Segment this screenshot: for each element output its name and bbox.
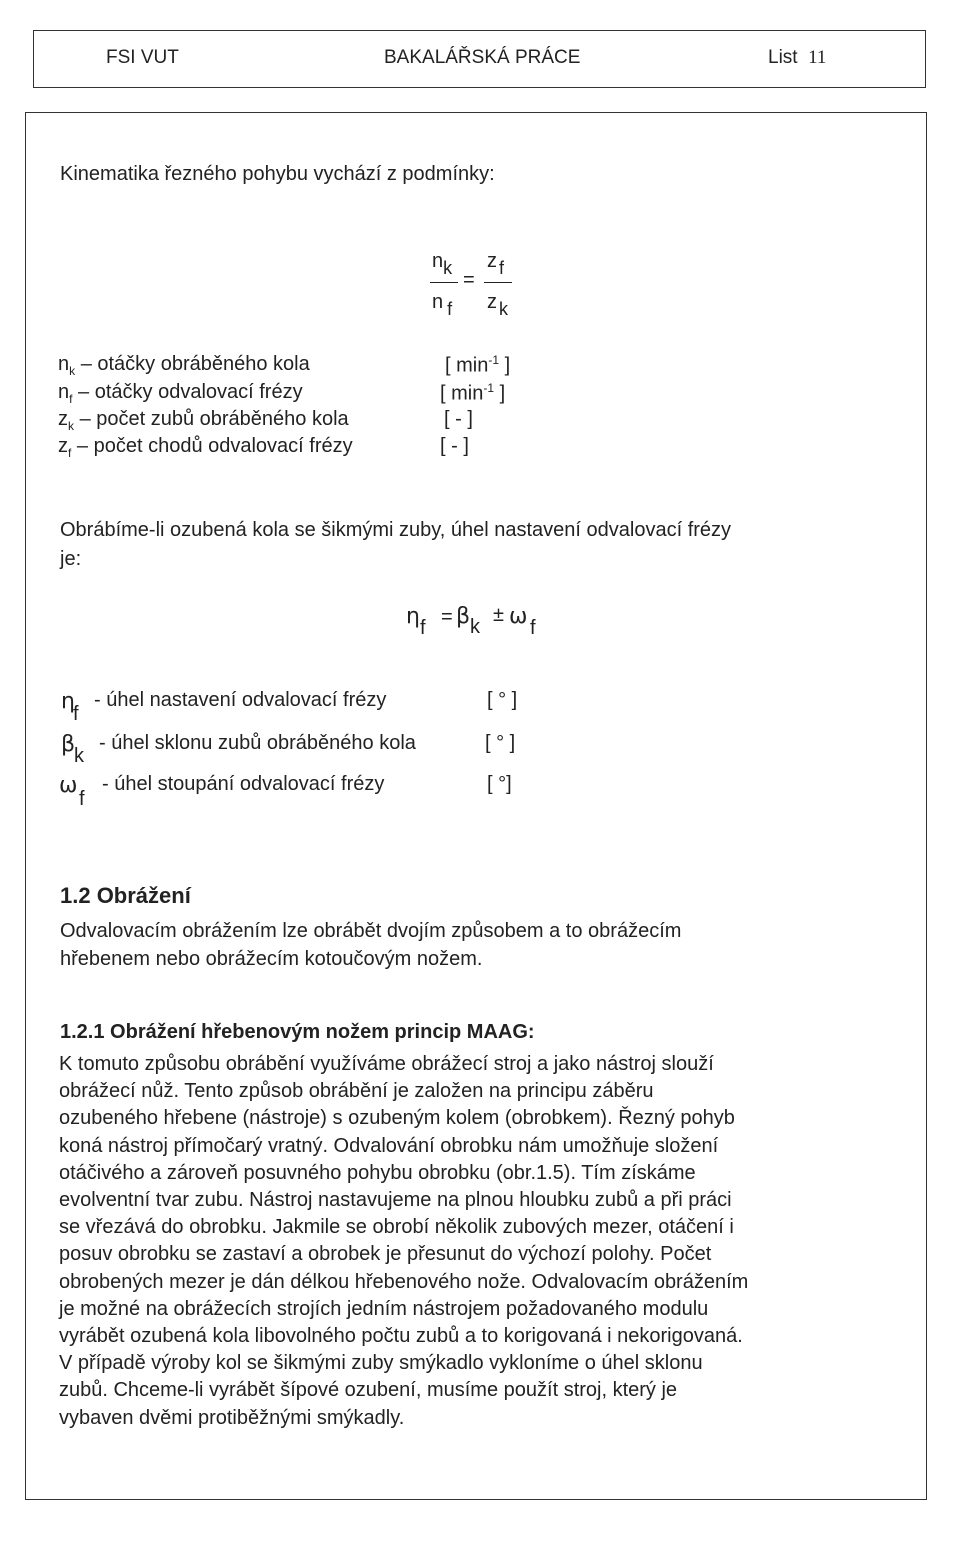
section-heading: 1.2 Obrážení: [60, 883, 191, 908]
body-line: obrážecí nůž. Tento způsob obrábění je založen na principu záběru: [59, 1080, 654, 1103]
var-unit: [ - ]: [444, 408, 473, 430]
var-row: $n_k$ – otáčky obráběného kola: [58, 353, 310, 378]
body-line: evolventní tvar zubu. Nástroj nastavujeme na plnou hloubku zubů a při práci: [59, 1189, 732, 1212]
body-line: ozubeného hřebene (nástroje) s ozubeným kolem (obrobkem). Řezný pohyb: [59, 1107, 735, 1130]
section-text-line: Odvalovacím obrážením lze obrábět dvojím způsobem a to obrážecím: [60, 920, 682, 942]
var-unit: [ $\min^{-1}$ ]: [440, 381, 506, 405]
paragraph-line: Obrábíme-li ozubená kola se šikmými zuby, úhel nastavení odvalovací frézy: [60, 519, 732, 541]
body-line: obrobených mezer je dán délkou hřebenového nože. Odvalovacím obrážením: [59, 1270, 749, 1293]
header-school: FSI VUT: [106, 47, 179, 68]
body-line: zubů. Chceme-li vyrábět šípové ozubení, musíme použít stroj, který je: [59, 1379, 678, 1402]
body-line: K tomuto způsobu obrábění využíváme obrážecí stroj a jako nástroj slouží: [59, 1053, 714, 1075]
body-line: koná nástroj přímočarý vratný. Odvalování obrobku nám umožňuje složení: [59, 1134, 719, 1157]
var-unit: [ $\min^{-1}$ ]: [445, 353, 511, 377]
body-line: je možné na obrážecích strojích jedním nástrojem požadovaného modulu: [59, 1297, 709, 1320]
var-row: $z_f$ – počet chodů odvalovací frézy: [58, 435, 353, 460]
header-title: BAKALÁŘSKÁ PRÁCE: [384, 47, 581, 68]
body-paragraph: [59, 1051, 748, 1432]
body-line: se vřezává do obrobku. Jakmile se obrobí několik zubových mezer, otáčení i: [59, 1216, 734, 1239]
body-line: posuv obrobku se zastaví a obrobek je přesunut do výchozí polohy. Počet: [59, 1243, 712, 1266]
body-line: vyrábět ozubená kola libovolného počtu zubů a to korigovaná i nekorigovaná.: [59, 1325, 743, 1348]
subsection-heading: 1.2.1 Obrážení hřebenovým nožem princip MAAG:: [60, 1021, 535, 1043]
var-row: $n_f$ – otáčky odvalovací frézy: [58, 381, 303, 406]
body-line: vybaven dvěmi protiběžnými smýkadly.: [59, 1406, 405, 1429]
var-unit: [ - ]: [440, 435, 469, 457]
paragraph-line: je:: [60, 548, 82, 570]
section-text-line: hřebenem nebo obrážecím kotoučovým nožem.: [60, 948, 483, 970]
var-row: $z_k$ – počet zubů obráběného kola: [58, 408, 349, 433]
body-line: otáčivého a zároveň posuvného pohybu obrobku (obr.1.5). Tím získáme: [59, 1161, 696, 1184]
body-line: V případě výroby kol se šikmými zuby smýkadlo vykloníme o úhel sklonu: [59, 1352, 703, 1375]
intro-text: Kinematika řezného pohybu vychází z podmínky:: [60, 163, 495, 185]
header-page: List 11: [768, 47, 827, 68]
